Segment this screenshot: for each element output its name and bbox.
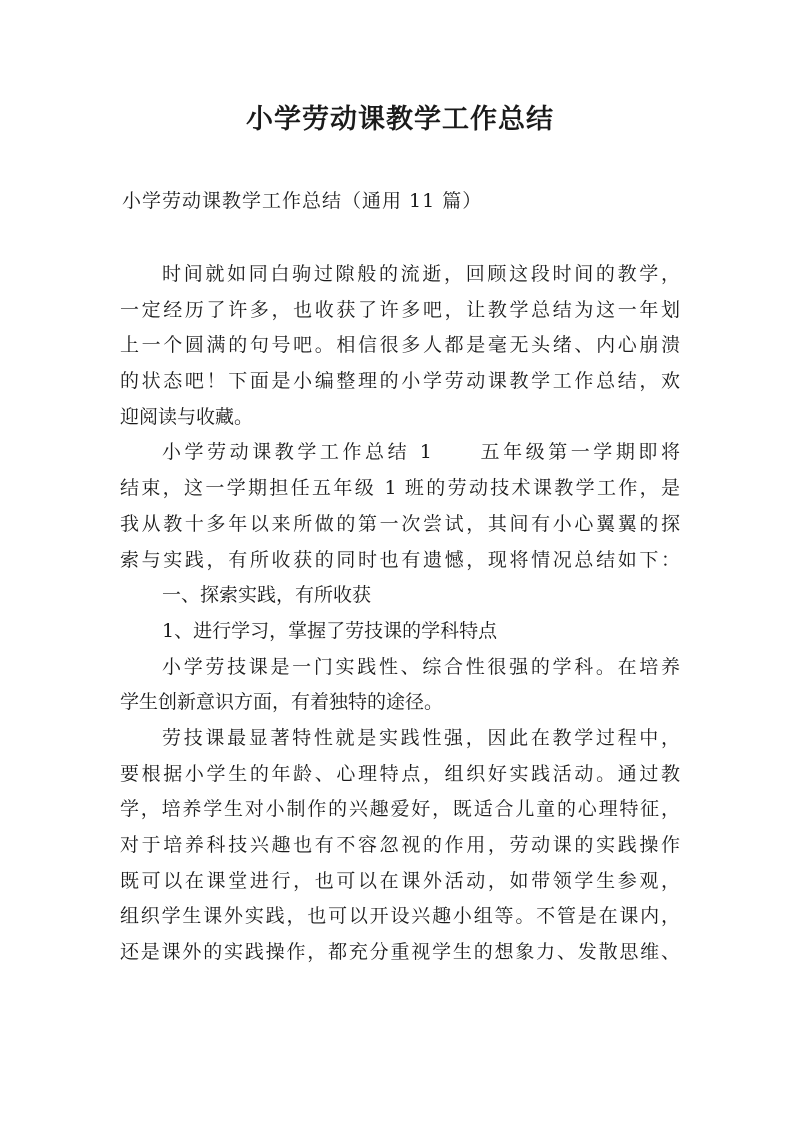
body-line: 学生创新意识方面，有着独特的途径。 [120, 691, 444, 714]
body-line: 的状态吧！下面是小编整理的小学劳动课教学工作总结，欢 [120, 370, 680, 393]
body-line: 一定经历了许多，也收获了许多吧，让教学总结为这一年划 [120, 298, 680, 321]
body-line: 劳技课最显著特性就是实践性强，因此在教学过程中， [162, 726, 680, 749]
document-body [120, 257, 680, 971]
body-line: 结束，这一学期担任五年级 1 班的劳动技术课教学工作，是 [120, 477, 680, 500]
body-line: 1、进行学习，掌握了劳技课的学科特点 [162, 619, 498, 642]
body-line: 对于培养科技兴趣也有不容忽视的作用，劳动课的实践操作 [120, 834, 680, 856]
body-line: 时间就如同白驹过隙般的流逝，回顾这段时间的教学， [162, 263, 680, 285]
body-line: 小学劳技课是一门实践性、综合性很强的学科。在培养 [162, 655, 680, 678]
body-line: 还是课外的实践操作，都充分重视学生的想象力、发散思维、 [120, 941, 680, 964]
body-line: 索与实践，有所收获的同时也有遗憾，现将情况总结如下： [120, 548, 680, 571]
body-line: 小学劳动课教学工作总结 1 五年级第一学期即将 [162, 441, 680, 464]
body-line: 学，培养学生对小制作的兴趣爱好，既适合儿童的心理特征， [120, 798, 680, 821]
body-line: 组织学生课外实践，也可以开设兴趣小组等。不管是在课内， [120, 905, 680, 928]
body-line: 既可以在课堂进行，也可以在课外活动，如带领学生参观， [120, 869, 680, 892]
body-line: 要根据小学生的年龄、心理特点，组织好实践活动。通过教 [120, 762, 680, 785]
body-line: 我从教十多年以来所做的第一次尝试，其间有小心翼翼的探 [120, 512, 680, 535]
body-line: 迎阅读与收藏。 [120, 405, 254, 428]
body-line: 上一个圆满的句号吧。相信很多人都是毫无头绪、内心崩溃 [120, 334, 680, 357]
document-title: 小学劳动课教学工作总结 [246, 104, 554, 135]
document-subtitle: 小学劳动课教学工作总结（通用 11 篇） [122, 190, 483, 212]
body-line: 一、探索实践，有所收获 [162, 584, 372, 607]
